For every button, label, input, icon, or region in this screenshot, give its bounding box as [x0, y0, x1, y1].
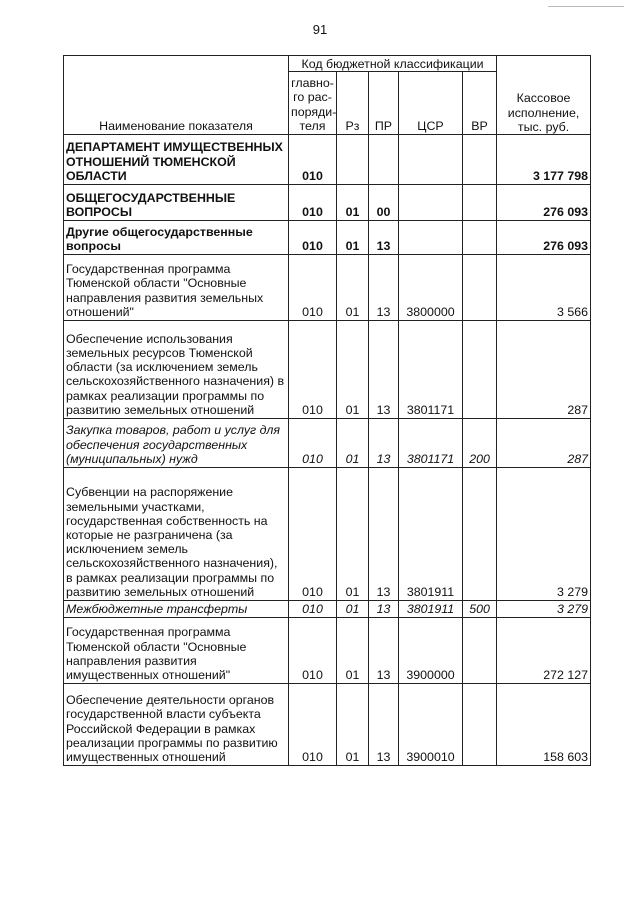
table-row	[64, 684, 591, 766]
row-glrs: 010	[289, 468, 337, 601]
row-rz: 01	[337, 618, 369, 684]
row-rz: 01	[337, 684, 369, 766]
row-vr	[463, 618, 497, 684]
row-pr: 13	[369, 601, 399, 618]
row-glrs: 010	[289, 684, 337, 766]
header-csr: ЦСР	[399, 72, 463, 135]
row-glrs: 010	[289, 419, 337, 468]
row-name: ОБЩЕГОСУДАРСТВЕННЫЕ ВОПРОСЫ	[64, 185, 289, 221]
header-row-1	[64, 56, 591, 72]
row-glrs: 010	[289, 135, 337, 185]
row-pr: 00	[369, 185, 399, 221]
row-glrs: 010	[289, 255, 337, 321]
table-row	[64, 601, 591, 618]
row-rz: 01	[337, 601, 369, 618]
row-rz: 01	[337, 321, 369, 419]
row-csr: 3801171	[399, 321, 463, 419]
header-code-group: Код бюджетной классификации	[289, 56, 497, 72]
row-csr	[399, 185, 463, 221]
header-name: Наименование показателя	[64, 56, 289, 135]
row-rz: 01	[337, 185, 369, 221]
row-name: ДЕПАРТАМЕНТ ИМУЩЕСТВЕННЫХ ОТНОШЕНИЙ ТЮМЕНСКОЙ ОБЛАСТИ	[64, 135, 289, 185]
table-row	[64, 185, 591, 221]
row-rz: 01	[337, 468, 369, 601]
table-row	[64, 419, 591, 468]
row-amount: 3 566	[497, 255, 591, 321]
row-pr: 13	[369, 321, 399, 419]
row-pr: 13	[369, 684, 399, 766]
row-glrs: 010	[289, 221, 337, 255]
row-glrs: 010	[289, 618, 337, 684]
row-name: Закупка товаров, работ и услуг для обеспечения государственных (муниципальных) нужд	[64, 419, 289, 468]
row-csr: 3800000	[399, 255, 463, 321]
row-csr	[399, 221, 463, 255]
row-name: Межбюджетные трансферты	[64, 601, 289, 618]
row-amount: 287	[497, 321, 591, 419]
row-name: Государственная программа Тюменской области "Основные направления развития имущественных отношений"	[64, 618, 289, 684]
row-pr: 13	[369, 255, 399, 321]
row-name: Обеспечение использования земельных ресурсов Тюменской области (за исключением земель сельскохозяйственного назначения) в рамках реализации программы по развитию земельных отношений	[64, 321, 289, 419]
row-csr	[399, 135, 463, 185]
row-vr	[463, 321, 497, 419]
row-csr: 3900010	[399, 684, 463, 766]
row-pr: 13	[369, 419, 399, 468]
row-vr	[463, 221, 497, 255]
budget-table	[63, 55, 591, 766]
header-pr: ПР	[369, 72, 399, 135]
top-rule	[548, 6, 624, 7]
row-pr: 13	[369, 221, 399, 255]
row-pr	[369, 135, 399, 185]
row-rz	[337, 135, 369, 185]
header-amount: Кассовое исполнение, тыс. руб.	[497, 56, 591, 135]
row-rz: 01	[337, 221, 369, 255]
page-number: 91	[312, 22, 328, 37]
row-rz: 01	[337, 255, 369, 321]
row-csr: 3801911	[399, 468, 463, 601]
header-glrs: главно-го рас-поряди-теля	[289, 72, 337, 135]
row-csr: 3900000	[399, 618, 463, 684]
table-row	[64, 321, 591, 419]
row-vr	[463, 185, 497, 221]
row-vr	[463, 684, 497, 766]
row-vr: 200	[463, 419, 497, 468]
row-csr: 3801911	[399, 601, 463, 618]
row-amount: 3 177 798	[497, 135, 591, 185]
table-row	[64, 618, 591, 684]
row-name: Государственная программа Тюменской области "Основные направления развития земельных отношений"	[64, 255, 289, 321]
row-vr	[463, 135, 497, 185]
row-amount: 3 279	[497, 468, 591, 601]
row-vr	[463, 468, 497, 601]
row-amount: 158 603	[497, 684, 591, 766]
row-amount: 276 093	[497, 221, 591, 255]
row-name: Субвенции на распоряжение земельными участками, государственная собственность на которые не разграничена (за исключением земель сельскохозяйственного назначения), в рамках реализации программы по развитию земельных отношений	[64, 468, 289, 601]
header-vr: ВР	[463, 72, 497, 135]
row-vr: 500	[463, 601, 497, 618]
row-amount: 287	[497, 419, 591, 468]
header-rz: Рз	[337, 72, 369, 135]
row-glrs: 010	[289, 601, 337, 618]
row-rz: 01	[337, 419, 369, 468]
table-row	[64, 221, 591, 255]
row-name: Обеспечение деятельности органов государственной власти субъекта Российской Федерации в рамках реализации программы по развитию имущественных отношений	[64, 684, 289, 766]
table-row	[64, 468, 591, 601]
row-pr: 13	[369, 618, 399, 684]
table-row	[64, 255, 591, 321]
row-vr	[463, 255, 497, 321]
row-amount: 276 093	[497, 185, 591, 221]
row-glrs: 010	[289, 185, 337, 221]
row-name: Другие общегосударственные вопросы	[64, 221, 289, 255]
row-amount: 272 127	[497, 618, 591, 684]
row-amount: 3 279	[497, 601, 591, 618]
row-glrs: 010	[289, 321, 337, 419]
row-pr: 13	[369, 468, 399, 601]
table-row	[64, 135, 591, 185]
row-csr: 3801171	[399, 419, 463, 468]
